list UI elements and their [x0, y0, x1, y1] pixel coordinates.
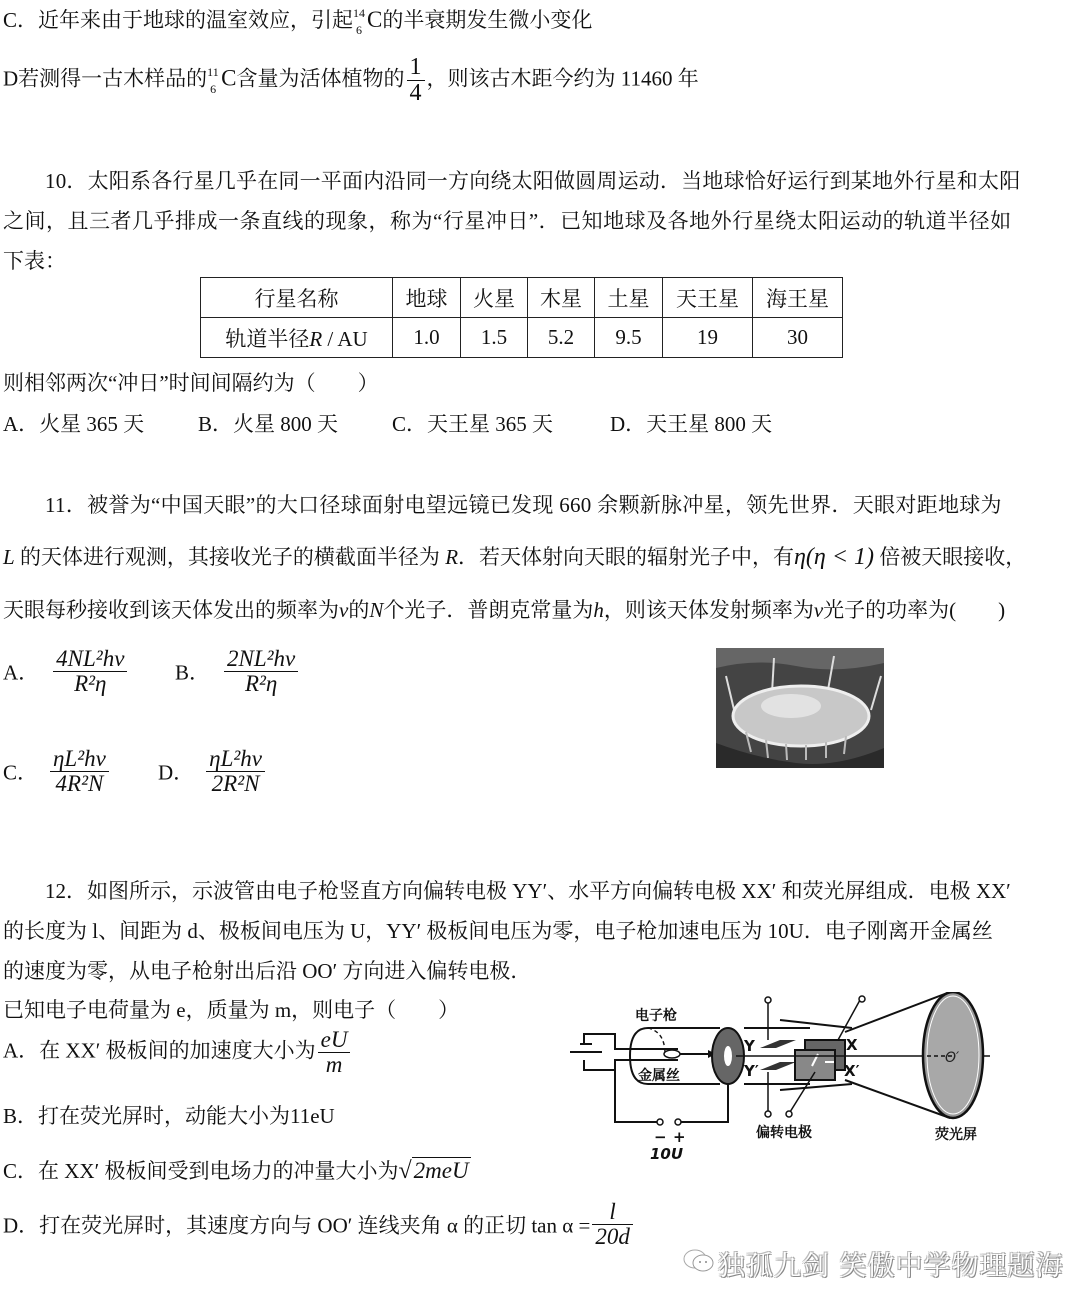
q11-option-a	[3, 647, 129, 696]
table-data-row	[201, 318, 843, 358]
q11-option-b	[175, 647, 300, 696]
q11-stem-line1: 11．被誉为“中国天眼”的大口径球面射电望远镜已发现 660 余颗新脉冲星，领先世界．天眼对距地球为	[45, 493, 1002, 517]
var-h: h	[593, 598, 604, 622]
denominator: 2R²N	[211, 771, 260, 797]
formula-l-over-20d	[592, 1200, 633, 1249]
q10-option-c	[392, 408, 553, 438]
stem-text: 天眼每秒接收到该天体发出的频率为	[3, 598, 339, 622]
q12-option-c	[3, 1155, 471, 1185]
q12-stem-line1: 12．如图所示，示波管由电子枪竖直方向偏转电极 YY′、水平方向偏转电极 XX′ 和荧光屏组成．电极 XX′	[45, 879, 1011, 903]
q12-question: 已知电子电荷量为 e，质量为 m，则电子（ ）	[3, 998, 460, 1022]
q9-option-c	[3, 4, 593, 38]
label-voltage: 10U	[650, 1145, 684, 1163]
watermark-text: 独孤九剑 笑傲中学物理题海	[718, 1251, 1064, 1282]
denominator: 4	[409, 80, 422, 107]
numerator: 1	[407, 55, 425, 81]
option-text: ，则该古木距今约为 11460 年	[426, 66, 699, 91]
var-nu: ν	[813, 598, 824, 622]
label-o-prime: O′	[945, 1050, 960, 1066]
option-label: C．	[392, 412, 428, 436]
option-label: D．	[3, 1213, 40, 1238]
formula	[224, 647, 298, 696]
table-cell: 30	[753, 318, 843, 358]
option-label: C．	[3, 8, 39, 32]
option-text: 近年来由于地球的温室效应，引起	[38, 8, 354, 32]
atomic-number: 6	[210, 81, 217, 96]
label-y: Y	[744, 1037, 755, 1055]
table-header-label: 行星名称	[201, 278, 393, 318]
label-electrodes: 偏转电极	[756, 1125, 812, 1141]
sqrt-radicand: 2meU	[413, 1158, 469, 1183]
element-symbol: C	[221, 65, 237, 91]
formula	[50, 747, 109, 796]
numerator: ηL²hν	[206, 747, 265, 772]
mass-number: 14	[353, 6, 366, 21]
option-text: 在 XX′ 极板间受到电场力的冲量大小为	[38, 1159, 399, 1183]
planet-orbit-table	[200, 277, 843, 358]
q10-stem-line3: 下表：	[3, 249, 66, 273]
q12-option-d	[3, 1200, 635, 1249]
nuclide-c14	[353, 6, 367, 38]
label-unit: / AU	[322, 326, 368, 351]
table-cell: 1.5	[461, 318, 528, 358]
option-text: 天王星 365 天	[427, 412, 554, 436]
numerator: 2NL²hν	[224, 647, 298, 672]
numerator: l	[592, 1200, 633, 1225]
q11-stem-line3	[3, 594, 1005, 624]
label-minus: −	[654, 1128, 667, 1146]
q10-stem-line1: 10．太阳系各行星几乎在同一平面内沿同一方向绕太阳做圆周运动．当地球恰好运行到某地外行星和太阳	[45, 169, 1021, 193]
element-symbol: C	[367, 7, 383, 32]
table-cell: 1.0	[393, 318, 461, 358]
option-text: 打在荧光屏时，其速度方向与 OO′ 连线夹角 α 的正切 tan α =	[39, 1213, 591, 1238]
table-cell: 木星	[528, 278, 595, 318]
wechat-bubble-icon	[682, 1248, 716, 1274]
option-text: 若测得一古木样品的	[18, 66, 208, 91]
q10-stem-line2: 之间，且三者几乎排成一条直线的现象，称为“行星冲日”．已知地球及各地外行星绕太阳运动的轨道半径如	[3, 209, 1012, 233]
option-label: B．	[198, 412, 234, 436]
fraction-one-quarter	[407, 55, 425, 106]
fast-telescope-photo	[716, 648, 884, 768]
option-label: B．	[175, 660, 211, 685]
q12-option-b	[3, 1100, 335, 1130]
wechat-icon	[682, 1248, 716, 1274]
label-plus: +	[673, 1128, 686, 1146]
q10-question: 则相邻两次“冲日”时间间隔约为（ ）	[3, 371, 379, 395]
denominator: m	[325, 1052, 343, 1078]
table-header-row	[201, 278, 843, 318]
formula	[206, 747, 265, 796]
table-cell: 地球	[393, 278, 461, 318]
option-text: 打在荧光屏时，动能大小为11eU	[38, 1104, 335, 1128]
stem-text: 个光子．普朗克常量为	[383, 598, 594, 622]
option-label: A．	[3, 660, 40, 685]
stem-text: 的天体进行观测，其接收光子的横截面半径为	[14, 545, 446, 569]
label-screen: 荧光屏	[935, 1127, 977, 1143]
option-label: D．	[610, 412, 647, 436]
numerator: ηL²hν	[50, 747, 109, 772]
denominator: 20d	[595, 1224, 630, 1250]
table-row-label	[201, 318, 393, 358]
q12-option-a	[3, 1028, 352, 1077]
var-eta: η(η < 1)	[794, 544, 875, 570]
table-cell: 天王星	[663, 278, 753, 318]
option-label: D	[3, 66, 19, 91]
stem-text: ．若天体射向天眼的辐射光子中，有	[458, 545, 795, 569]
label-text: 轨道半径	[225, 326, 310, 351]
mass-number: 11	[207, 64, 219, 79]
var-N: N	[369, 598, 384, 622]
label-x-prime: X′	[844, 1062, 860, 1080]
formula-eU-over-m	[318, 1028, 351, 1077]
q12-stem-line2: 的长度为 l、间距为 d、极板间电压为 U，YY′ 极板间电压为零，电子枪加速电压为 10U．电子刚离开金属丝	[3, 919, 993, 943]
label-var: R	[309, 326, 323, 351]
oscilloscope-diagram	[560, 992, 1020, 1164]
q10-option-a	[3, 408, 144, 438]
label-x: X	[846, 1036, 858, 1054]
oscilloscope-tube-illustration	[560, 992, 1020, 1164]
option-text: 天王星 800 天	[646, 412, 773, 436]
table-cell: 19	[663, 318, 753, 358]
numerator: eU	[318, 1028, 351, 1053]
option-label: D．	[158, 760, 195, 785]
table-cell: 土星	[595, 278, 663, 318]
option-text: 的半衰期发生微小变化	[382, 8, 593, 32]
table-cell: 海王星	[753, 278, 843, 318]
sqrt-sign: √	[398, 1158, 412, 1184]
label-y-prime: Y′	[744, 1062, 759, 1080]
denominator: R²η	[74, 671, 107, 697]
q11-option-c	[3, 747, 111, 796]
option-text: 含量为活体植物的	[236, 66, 405, 91]
option-text: 火星 365 天	[39, 412, 145, 436]
q10-option-b	[198, 408, 338, 438]
option-text: 在 XX′ 极板间的加速度大小为	[39, 1038, 316, 1063]
label-filament: 金属丝	[638, 1068, 680, 1084]
option-label: A．	[3, 412, 40, 436]
table-cell: 火星	[461, 278, 528, 318]
option-label: C．	[3, 760, 39, 785]
label-gun: 电子枪	[635, 1008, 677, 1024]
q12-stem-line3: 的速度为零，从电子枪射出后沿 OO′ 方向进入偏转电极．	[3, 959, 532, 983]
denominator: 4R²N	[55, 771, 104, 797]
var-L: L	[3, 545, 15, 569]
option-text: 火星 800 天	[233, 412, 339, 436]
option-label: B．	[3, 1104, 39, 1128]
table-cell: 5.2	[528, 318, 595, 358]
q10-option-d	[610, 408, 772, 438]
option-label: A．	[3, 1038, 40, 1063]
atomic-number: 6	[356, 23, 363, 38]
var-R: R	[445, 545, 459, 569]
q9-option-d	[3, 55, 699, 106]
stem-text: 光子的功率为( )	[823, 598, 1006, 622]
q11-option-d	[158, 747, 267, 796]
stem-text: ，则该天体发射频率为	[603, 598, 814, 622]
denominator: R²η	[244, 671, 278, 697]
numerator: 4NL²hν	[53, 647, 127, 672]
option-label: C．	[3, 1159, 39, 1183]
telescope-illustration	[716, 648, 884, 768]
var-nu: ν	[339, 598, 349, 622]
nuclide-c11	[207, 64, 221, 96]
q11-stem-line2	[3, 541, 1026, 571]
stem-text: 倍被天眼接收，	[874, 545, 1027, 569]
table-cell: 9.5	[595, 318, 663, 358]
formula	[53, 647, 127, 696]
stem-text: 的	[348, 598, 370, 622]
